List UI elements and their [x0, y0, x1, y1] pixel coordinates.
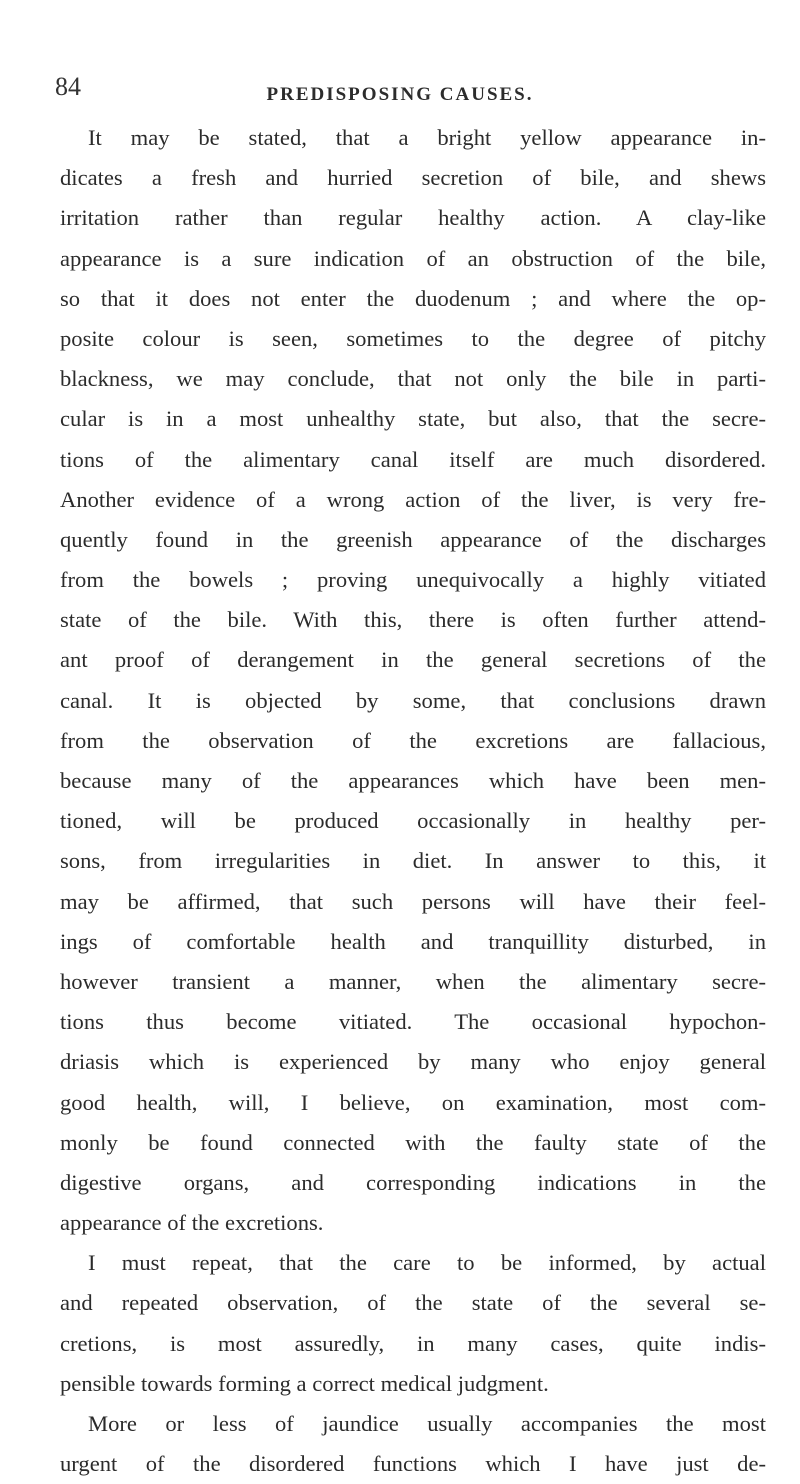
text-line: appearance is a sure indication of an obstruction of the bile,	[60, 245, 766, 271]
text-line: canal. It is objected by some, that conclusions drawn	[60, 687, 766, 713]
text-line: posite colour is seen, sometimes to the degree of pitchy	[60, 325, 766, 351]
page-number: 84	[55, 72, 81, 101]
text-line: tions thus become vitiated. The occasional hypochon-	[60, 1009, 766, 1035]
text-line: irritation rather than regular healthy action. A clay-like	[60, 205, 766, 231]
text-line: from the observation of the excretions are fallacious,	[60, 727, 766, 753]
text-line: because many of the appearances which have been men-	[60, 768, 766, 793]
text-line: so that it does not enter the duodenum ; and where the op-	[60, 285, 766, 311]
text-line: state of the bile. With this, there is often further attend-	[60, 607, 766, 633]
text-line: It may be stated, that a bright yellow appearance in-	[88, 125, 766, 150]
running-title: PREDISPOSING CAUSES.	[266, 84, 534, 105]
text-line: however transient a manner, when the alimentary secre-	[60, 968, 766, 994]
text-line: dicates a fresh and hurried secretion of bile, and shews	[60, 165, 766, 191]
text-line: appearance of the excretions.	[60, 1210, 324, 1236]
text-line: cretions, is most assuredly, in many cases, quite indis-	[60, 1330, 766, 1356]
text-line: pensible towards forming a correct medical judgment.	[60, 1370, 549, 1396]
text-line: More or less of jaundice usually accompanies the most	[88, 1411, 766, 1436]
text-line: tioned, will be produced occasionally in healthy per-	[60, 808, 766, 834]
body-text	[60, 118, 766, 1484]
text-line: from the bowels ; proving unequivocally a highly vitiated	[60, 567, 766, 593]
text-line: cular is in a most unhealthy state, but also, that the secre-	[60, 406, 766, 432]
text-line: ant proof of derangement in the general secretions of the	[60, 647, 766, 673]
text-line: tions of the alimentary canal itself are much disordered.	[60, 446, 766, 472]
text-line: I must repeat, that the care to be informed, by actual	[88, 1250, 766, 1276]
text-line: sons, from irregularities in diet. In answer to this, it	[60, 848, 766, 874]
text-line: and repeated observation, of the state of the several se-	[60, 1290, 766, 1316]
text-line: digestive organs, and corresponding indications in the	[60, 1169, 766, 1195]
text-line: good health, will, I believe, on examination, most com-	[60, 1089, 766, 1115]
text-line: quently found in the greenish appearance of the discharges	[60, 526, 766, 552]
text-line: urgent of the disordered functions which I have just de-	[60, 1451, 766, 1477]
text-line: may be affirmed, that such persons will have their feel-	[60, 888, 766, 914]
text-line: Another evidence of a wrong action of the liver, is very fre-	[60, 486, 766, 512]
text-line: ings of comfortable health and tranquillity disturbed, in	[60, 928, 766, 954]
text-line: monly be found connected with the faulty state of the	[60, 1129, 766, 1155]
text-line: blackness, we may conclude, that not only the bile in parti-	[60, 366, 766, 392]
text-line: driasis which is experienced by many who enjoy general	[60, 1049, 766, 1075]
